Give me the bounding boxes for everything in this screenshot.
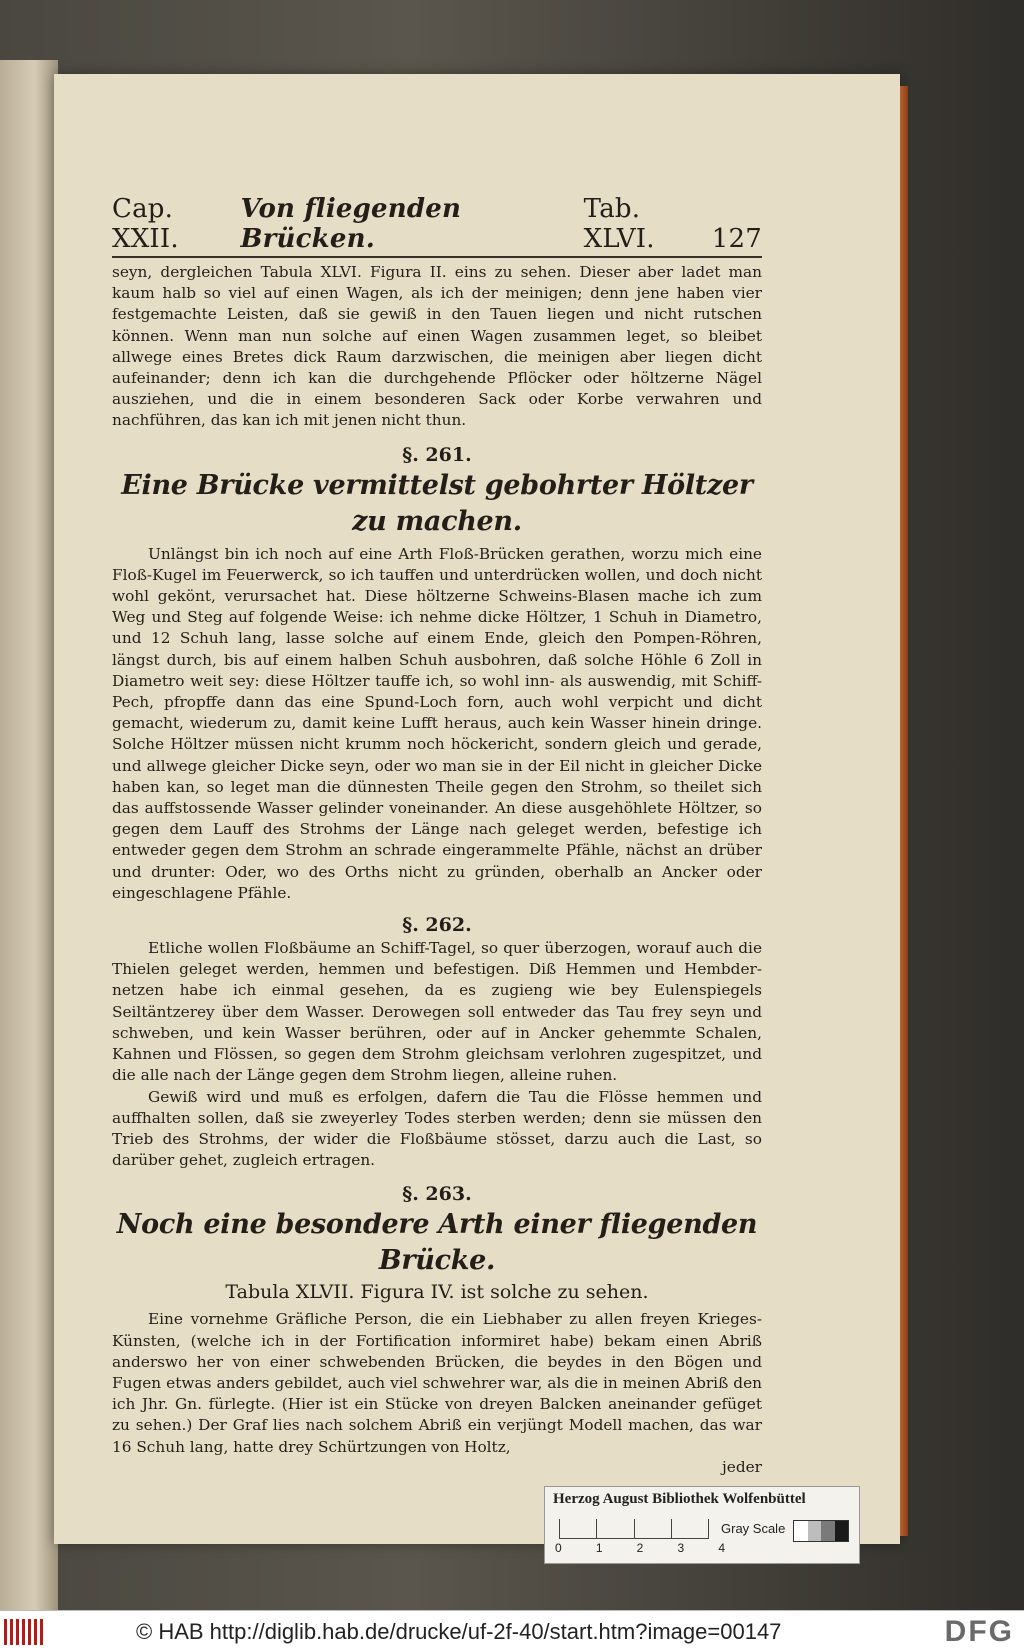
running-header <box>112 194 762 254</box>
section-261: §. 261. <box>402 443 472 466</box>
section-263: §. 263. <box>402 1183 472 1206</box>
heading-263: Noch eine besondere Arth einer fliegenden Brücke. <box>116 1209 758 1277</box>
dfg-logo: DFG <box>944 1615 1014 1648</box>
stamp-ruler-numbers <box>555 1541 725 1555</box>
paragraph-3: Etliche wollen Floßbäume an Schiff-Tagel, so quer überzogen, worauf auch die Thielen geleget werden, hemmen und befestigen. Diß Hemmen und Hembder-netzen habe ich einmal gesehen, da es zugieng wie bey Eulenspiegels Seiltäntzerey über dem Wasser. Derowegen soll entweder das Tau frey seyn und schweben, und kein Wasser berühren, oder auf in Ancker gehemmte Schalen, Kahnen und Flössen, so gegen dem Strohm gleichsam verlohren zugespitzet, und die alle nach der Länge gegen dem Strohm liegen, alleine ruhen. <box>112 939 762 1085</box>
header-rule <box>112 256 762 258</box>
ruler-number: 4 <box>718 1541 725 1555</box>
ruler-number: 2 <box>636 1541 644 1555</box>
ruler-number: 3 <box>677 1541 685 1555</box>
gray-swatch <box>808 1521 822 1541</box>
heading-261: Eine Brücke vermittelst gebohrter Höltzer zu machen. <box>121 469 753 537</box>
page-edge-red <box>900 86 908 1536</box>
facing-page-edge <box>0 60 58 1610</box>
paragraph-1: seyn, dergleichen Tabula XLVI. Figura II. eins zu sehen. Dieser aber ladet man kaum halb so viel auf einen Wagen, als ich der meinigen; denn jene haben vier festgemachte Leisten, daß sie gewiß in den Tauen liegen und nicht rutschen können. Wenn man nun solche auf einen Wagen zusammen leget, so bleibet allwege eines Bretes dick Raum darzwischen, die meinigen aber liegen dicht aufeinander; denn ich kan die durchgehende Pflöcker oder höltzerne Nägel ausziehen, und die in einem besonderen Sack oder Korbe verwahren und nachführen, das kan ich mit jenen nicht thun. <box>112 263 762 430</box>
catchword: jeder <box>722 1457 762 1476</box>
header-chapter: Cap. XXII. <box>112 194 179 254</box>
gray-scale-swatches <box>793 1520 849 1542</box>
paragraph-4: Gewiß wird und muß es erfolgen, dafern die Tau die Flösse hemmen und auffhalten sollen, daß sie zweyerley Todes sterben werden; denn sie müssen den Trieb des Strohms, der wider die Floßbäume stösset, darzu auch die Last, so darüber gehet, zugleich ertragen. <box>112 1087 762 1170</box>
gray-swatch <box>821 1521 835 1541</box>
footer-credit-link[interactable]: © HAB http://diglib.hab.de/drucke/uf-2f-40/start.htm?image=00147 <box>136 1619 782 1644</box>
footer-bar <box>0 1610 1024 1652</box>
subheading-263: Tabula XLVII. Figura IV. ist solche zu sehen. <box>225 1281 649 1304</box>
paragraph-5: Eine vornehme Gräfliche Person, die ein Liebhaber zu allen freyen Krieges-Künsten, (welche ich in der Fortification informiret habe) bekam einen Abriß anderswo her von einer schwebenden Brücken, die beydes in den Bögen und Fugen etwas anders gebildet, auch viel schwehrer war, als die in meinen Abriß den ich Jhr. Gn. fürlegte. (Hier ist ein Stücke von dreyen Balcken aneinander gefüget zu sehen.) Der Graf lies nach solchem Abriß ein verjüngt Modell machen, das war 16 Schuh lang, hatte drey Schürtzungen von Holtz, <box>112 1310 762 1456</box>
gray-scale-label: Gray Scale <box>721 1521 786 1536</box>
library-stamp <box>544 1486 860 1564</box>
text-column <box>112 262 762 1476</box>
paragraph-2: Unlängst bin ich noch auf eine Arth Floß-Brücken gerathen, worzu mich eine Floß-Kugel im Feuerwerck, so ich tauffen und unterdrücken wollen, und doch nicht wohl gekönt, verursachet hat. Diese höltzerne Schweins-Blasen mache ich zum Weg und Steg auf folgende Weise: ich nehme dicke Höltzer, 1 Schuh in Diametro, und 12 Schuh lang, lasse solche auf einem Ende, gleich den Pompen-Röhren, längst durch, bis auf einem halben Schuh ausbohren, daß solche Höhle 6 Zoll in Diametro weit sey: diese Höltzer tauffe ich, so wohl inn- als auswendig, mit Schiff-Pech, pfropffe dann das eine Spund-Loch forn, auch wohl verpicht und dicht gemacht, wiederum zu, damit keine Lufft heraus, auch kein Wasser hinein dringe. Solche Höltzer müssen nicht krumm noch höckericht, sondern gleich und gerade, und allwege gleicher Dicke seyn, oder wo man sie in der Eil nicht in gleicher Dicke haben kan, so leget man die dünnesten Theile gegen den Strohm, so theilet sich das auffstossende Wasser gelinder voneinander. An diese ausgehöhlete Höltzer, so gegen dem Lauff des Strohms der Länge nach geleget werden, befestige ich entweder gegen dem Strohm an schrade eingerammelte Pfähle, nächst an drüber und drunter: Oder, wo des Orths nicht zu gründen, oberhalb an Ancker oder eingeschlagene Pfähle. <box>112 544 762 902</box>
gray-swatch <box>794 1521 808 1541</box>
ruler-number: 1 <box>595 1541 603 1555</box>
section-262: §. 262. <box>402 914 472 937</box>
stamp-ruler <box>559 1519 709 1539</box>
gray-swatch <box>835 1521 849 1541</box>
stamp-institution: Herzog August Bibliothek Wolfenbüttel <box>553 1491 806 1507</box>
header-title: Von fliegenden Brücken. <box>240 194 462 254</box>
header-tab: Tab. XLVI. <box>583 194 655 254</box>
page-number: 127 <box>711 224 762 254</box>
ruler-number: 0 <box>555 1541 562 1555</box>
barcode-icon <box>4 1619 44 1645</box>
